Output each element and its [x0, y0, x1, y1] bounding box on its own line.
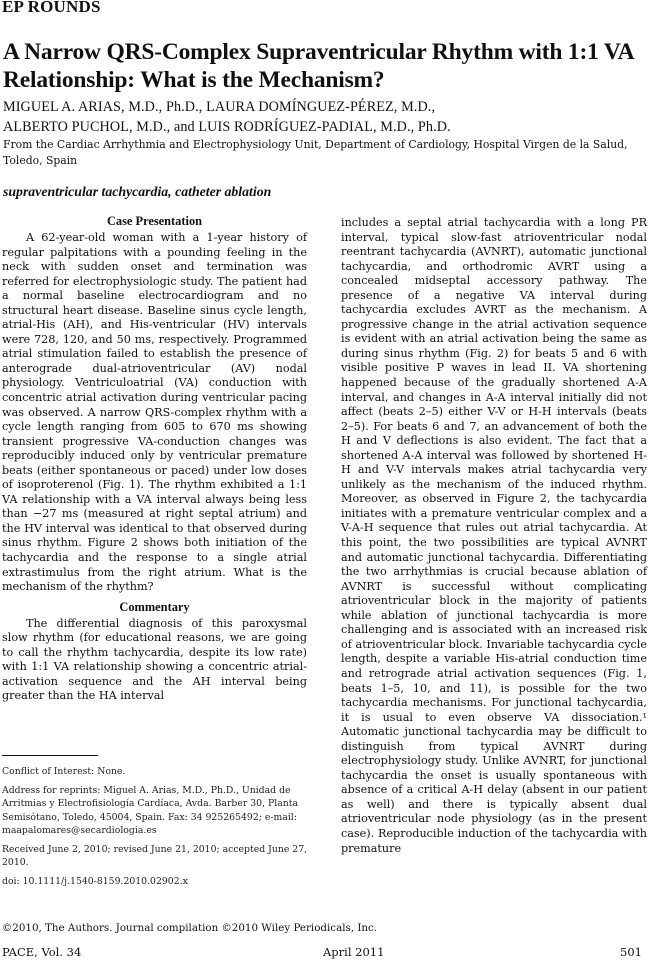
section-label: EP ROUNDS: [2, 0, 101, 16]
author-list: [3, 97, 643, 137]
doi-note: doi: 10.1111/j.1540-8159.2010.02902.x: [2, 875, 188, 887]
right-column: [341, 216, 647, 856]
copyright-line: ©2010, The Authors. Journal compilation ©2010 Wiley Periodicals, Inc.: [2, 922, 378, 934]
conflict-of-interest-note: Conflict of Interest: None.: [2, 766, 126, 777]
footnotes: [2, 765, 312, 893]
authors-line-1: MIGUEL A. ARIAS, M.D., Ph.D., LAURA DOMÍNGUEZ-PÉREZ, M.D.,: [3, 99, 436, 115]
footer-date: April 2011: [323, 945, 385, 959]
received-dates-note: Received June 2, 2010; revised June 21, 2010; accepted June 27, 2010.: [2, 843, 308, 868]
footer-journal: PACE, Vol. 34: [2, 945, 82, 959]
footnote-divider: [2, 755, 98, 756]
footer-page-number: 501: [620, 945, 642, 959]
case-presentation-heading: Case Presentation: [106, 214, 203, 228]
reprint-address-note: Address for reprints: Miguel A. Arias, M.D., Ph.D., Unidad de Arritmias y Electrofisiología Cardíaca, Avda. Barber 30, Planta Semisótano, Toledo, 45004, Spain. Fax: 34 925265492; e-mail: maapalomares@secardiologia.es: [2, 784, 299, 836]
commentary-heading: Commentary: [119, 599, 190, 614]
article-title: A Narrow QRS-Complex Supraventricular Rhythm with 1:1 VA Relationship: What is the Mechanism?: [3, 39, 634, 93]
affiliation: From the Cardiac Arrhythmia and Electrophysiology Unit, Department of Cardiology, Hospital Virgen de la Salud, Toledo, Spain: [3, 138, 628, 167]
right-column-paragraph: includes a septal atrial tachycardia with a long PR interval, typical slow-fast atrioventricular nodal reentrant tachycardia (AVNRT), automatic junctional tachycardia, and orthodromic AVRT using a concealed midseptal accessory pathway. The presence of a negative VA interval during tachycardia excludes AVRT as the mechanism. A progressive change in the atrial activation sequence is evident with an atrial activation being the same as during sinus rhythm (Fig. 2) for beats 5 and 6 with visible positive P waves in lead II. VA shortening happened because of the gradually shortened A-A interval, and changes in A-A interval initially did not affect (beats 2–5) either V-V or H-H intervals (beats 2–5). For beats 6 and 7, an advancement of both the H and V deflections is also evident. The fact that a shortened A-A interval was followed by shortened H-H and V-V intervals makes atrial tachycardia very unlikely as the mechanism of the induced rhythm. Moreover, as observed in Figure 2, the tachycardia initiates with a premature ventricular complex and a V-A-H sequence that rules out atrial tachycardia. At this point, the two possibilities are typical AVNRT and automatic junctional tachycardia. Differentiating the two arrhythmias is crucial because ablation of AVNRT is successful without complicating atrioventricular block in the majority of patients while ablation of junctional tachycardia is more challenging and is associated with an increased risk of atrioventricular block. Invariable tachycardia cycle length, despite a variable His-atrial conduction time and retrograde atrial activation sequences (Fig. 1, beats 1–5, 10, and 11), is possible for the two tachycardia mechanisms. For junctional tachycardia, it is usual to even observe VA dissociation.¹ Automatic junctional tachycardia may be difficult to distinguish from typical AVNRT during electrophysiology study. Unlike AVNRT, for junctional tachycardia the onset is usually spontaneous with absence of a critical A-H delay (absent in our patient as well) and there is typically absent dual atrioventricular node physiology (as in the present case). Reproducible induction of the tachycardia with premature: [341, 216, 647, 855]
left-column: [2, 214, 307, 704]
authors-line-2: ALBERTO PUCHOL, M.D., and LUIS RODRÍGUEZ-PADIAL, M.D., Ph.D.: [3, 119, 451, 135]
case-presentation-paragraph: A 62-year-old woman with a 1-year history of regular palpitations with a pounding feeling in the neck with sudden onset and termination was referred for electrophysiologic study. The patient had a normal baseline electrocardiogram and no structural heart disease. Baseline sinus cycle length, atrial-His (AH), and His-ventricular (HV) intervals were 728, 120, and 50 ms, respectively. Programmed atrial stimulation failed to establish the presence of anterograde dual-atrioventricular (AV) nodal physiology. Ventriculoatrial (VA) conduction with concentric atrial activation during ventricular pacing was observed. A narrow QRS-complex rhythm with a cycle length ranging from 605 to 670 ms showing transient progressive VA-conduction changes was reproducibly induced only by ventricular premature beats (either spontaneous or paced) under low doses of isoproterenol (Fig. 1). The rhythm exhibited a 1:1 VA relationship with a VA interval always being less than −27 ms (measured at right septal atrium) and the HV interval was identical to that observed during sinus rhythm. Figure 2 shows both initiation of the tachycardia and the response to a single atrial extrastimulus from the right atrium. What is the mechanism of the rhythm?: [2, 231, 307, 594]
keywords: supraventricular tachycardia, catheter ablation: [3, 184, 272, 199]
commentary-paragraph: The differential diagnosis of this paroxysmal slow rhythm (for educational reasons, we are going to call the rhythm tachycardia, despite its low rate) with 1:1 VA relationship showing a concentric atrial-activation sequence and the AH interval being greater than the HA interval: [2, 616, 307, 703]
